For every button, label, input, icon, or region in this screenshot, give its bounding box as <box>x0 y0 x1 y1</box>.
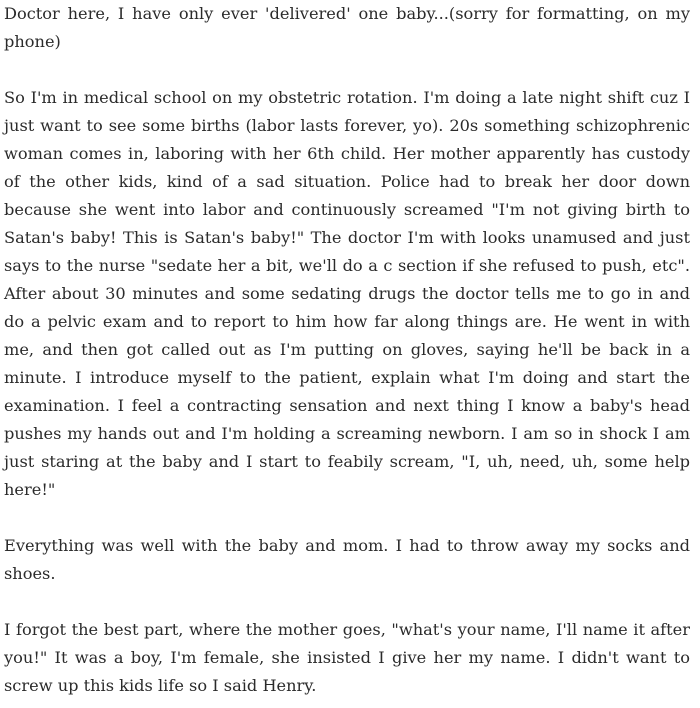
post-paragraph-story: So I'm in medical school on my obstetric rotation. I'm doing a late night shift cuz I just want to see some births (labor lasts forever, yo). 20s something schizophrenic woman comes in, laboring with her 6th child. Her mother apparently has custody of the other kids, kind of a sad situation. Police had to break her door down because she went into labor and continuously screamed "I'm not giving birth to Satan's baby! This is Satan's baby!" The doctor I'm with looks unamused and just says to the nurse "sedate her a bit, we'll do a c section if she refused to push, etc". After about 30 minutes and some sedating drugs the doctor tells me to go in and do a pelvic exam and to report to him how far along things are. He went in with me, and then got called out as I'm putting on gloves, saying he'll be back in a minute. I introduce myself to the patient, explain what I'm doing and start the examination. I feel a contracting sensation and next thing I know a baby's head pushes my hands out and I'm holding a screaming newborn. I am so in shock I am just staring at the baby and I start to feabily scream, "I, uh, need, uh, some help here!" <box>4 88 690 499</box>
paragraph-gap <box>4 504 690 532</box>
paragraph-gap <box>4 588 690 616</box>
post-intro: Doctor here, I have only ever 'delivered' one baby...(sorry for formatting, on my phone) <box>4 4 690 51</box>
paragraph-gap <box>4 56 690 84</box>
post-body <box>4 0 690 700</box>
post-paragraph-aftermath: Everything was well with the baby and mom. I had to throw away my socks and shoes. <box>4 536 690 583</box>
post-paragraph-ending: I forgot the best part, where the mother goes, "what's your name, I'll name it after you!" It was a boy, I'm female, she insisted I give her my name. I didn't want to screw up this kids life so I said Henry. <box>4 620 690 695</box>
